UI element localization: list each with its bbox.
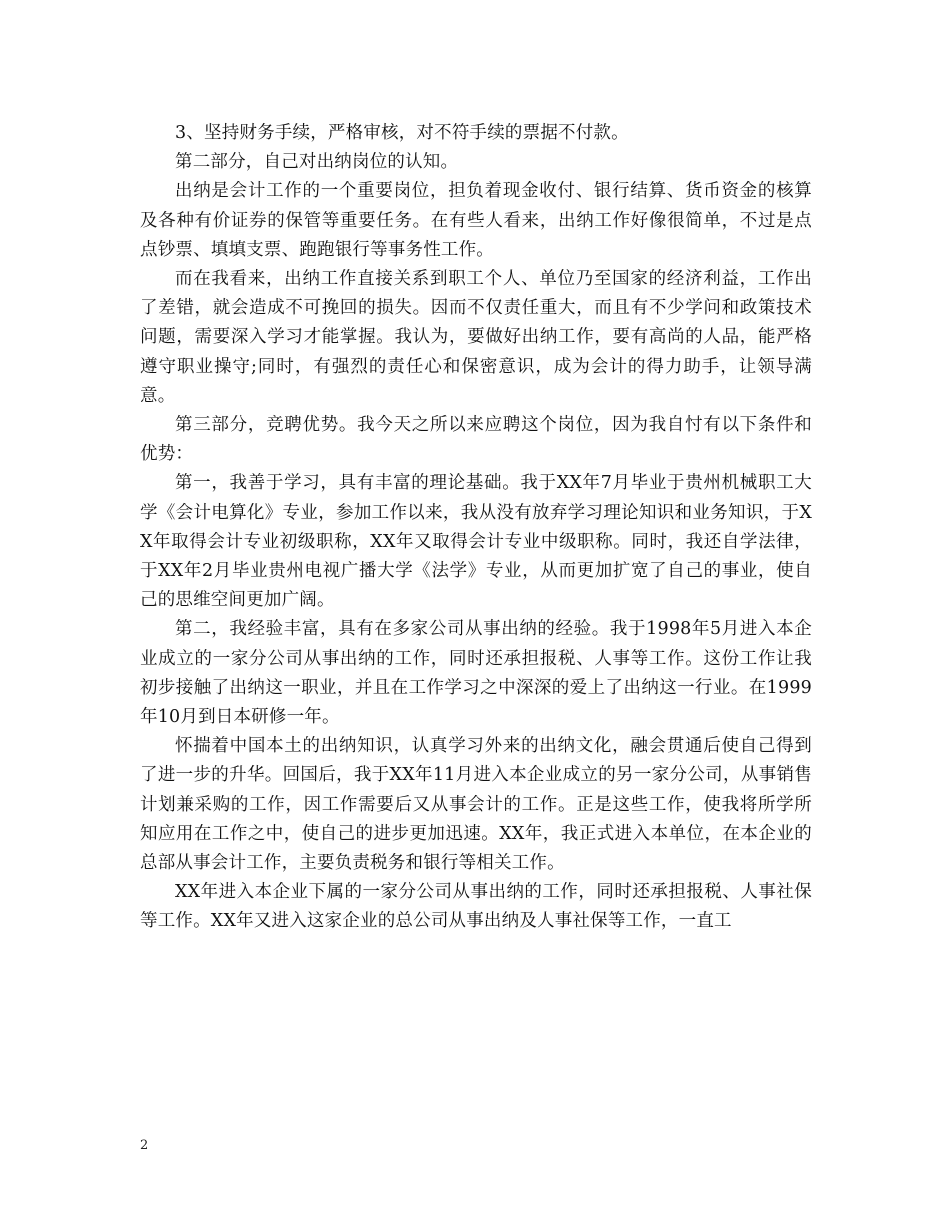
page-number: 2 (140, 1138, 149, 1153)
section-heading-part-two: 第二部分，自己对出纳岗位的认知。 (175, 152, 459, 173)
paragraph-cashier-role: 出纳是会计工作的一个重要岗位，担负着现金收付、银行结算、货币资金的核算及各种有价证券的保管等重要任务。在有些人看来，出纳工作好像很简单，不过是点点钞票、填填支票、跑跑银行等事务性工作。 (140, 181, 812, 260)
document-body (140, 119, 812, 937)
paragraph-item-1: 3、坚持财务手续，严格审核，对不符手续的票据不付款。 (175, 123, 629, 143)
paragraph-study-abroad: 怀揣着中国本土的出纳知识，认真学习外来的出纳文化，融会贯通后使自己得到了进一步的升华。回国后，我于XX年11月进入本企业成立的另一家分公司，从事销售计划兼采购的工作，因工作需要后又从事会计的工作。正是这些工作，使我将所学所知应用在工作之中，使自己的进步更加迅速。XX年，我正式进入本单位，在本企业的总部从事会计工作，主要负责税务和银行等相关工作。 (140, 736, 812, 874)
paragraph-my-view: 而在我看来，出纳工作直接关系到职工个人、单位乃至国家的经济利益，工作出了差错，就会造成不可挽回的损失。因而不仅责任重大，而且有不少学问和政策技术问题，需要深入学习才能掌握。我认为，要做好出纳工作，要有高尚的人品，能严格遵守职业操守;同时，有强烈的责任心和保密意识，成为会计的得力助手，让领导满意。 (140, 269, 812, 406)
section-heading-part-three: 第三部分，竞聘优势。我今天之所以来应聘这个岗位，因为我自忖有以下条件和优势： (140, 415, 812, 465)
paragraph-advantage-one: 第一，我善于学习，具有丰富的理论基础。我于XX年7月毕业于贵州机械职工大学《会计电算化》专业，参加工作以来，我从没有放弃学习理论知识和业务知识，于XX年取得会计专业初级职称，XX年又取得会计专业中级职称。同时，我还自学法律，于XX年2月毕业贵州电视广播大学《法学》专业，从而更加扩宽了自己的事业，使自己的思维空间更加广阔。 (140, 473, 812, 611)
paragraph-advantage-two: 第二，我经验丰富，具有在多家公司从事出纳的经验。我于1998年5月进入本企业成立的一家分公司从事出纳的工作，同时还承担报税、人事等工作。这份工作让我初步接触了出纳这一职业，并且在工作学习之中深深的爱上了出纳这一行业。在1999年10月到日本研修一年。 (140, 619, 812, 728)
paragraph-branch-work: XX年进入本企业下属的一家分公司从事出纳的工作，同时还承担报税、人事社保等工作。XX年又进入这家企业的总公司从事出纳及人事社保等工作，一直工 (140, 882, 812, 932)
